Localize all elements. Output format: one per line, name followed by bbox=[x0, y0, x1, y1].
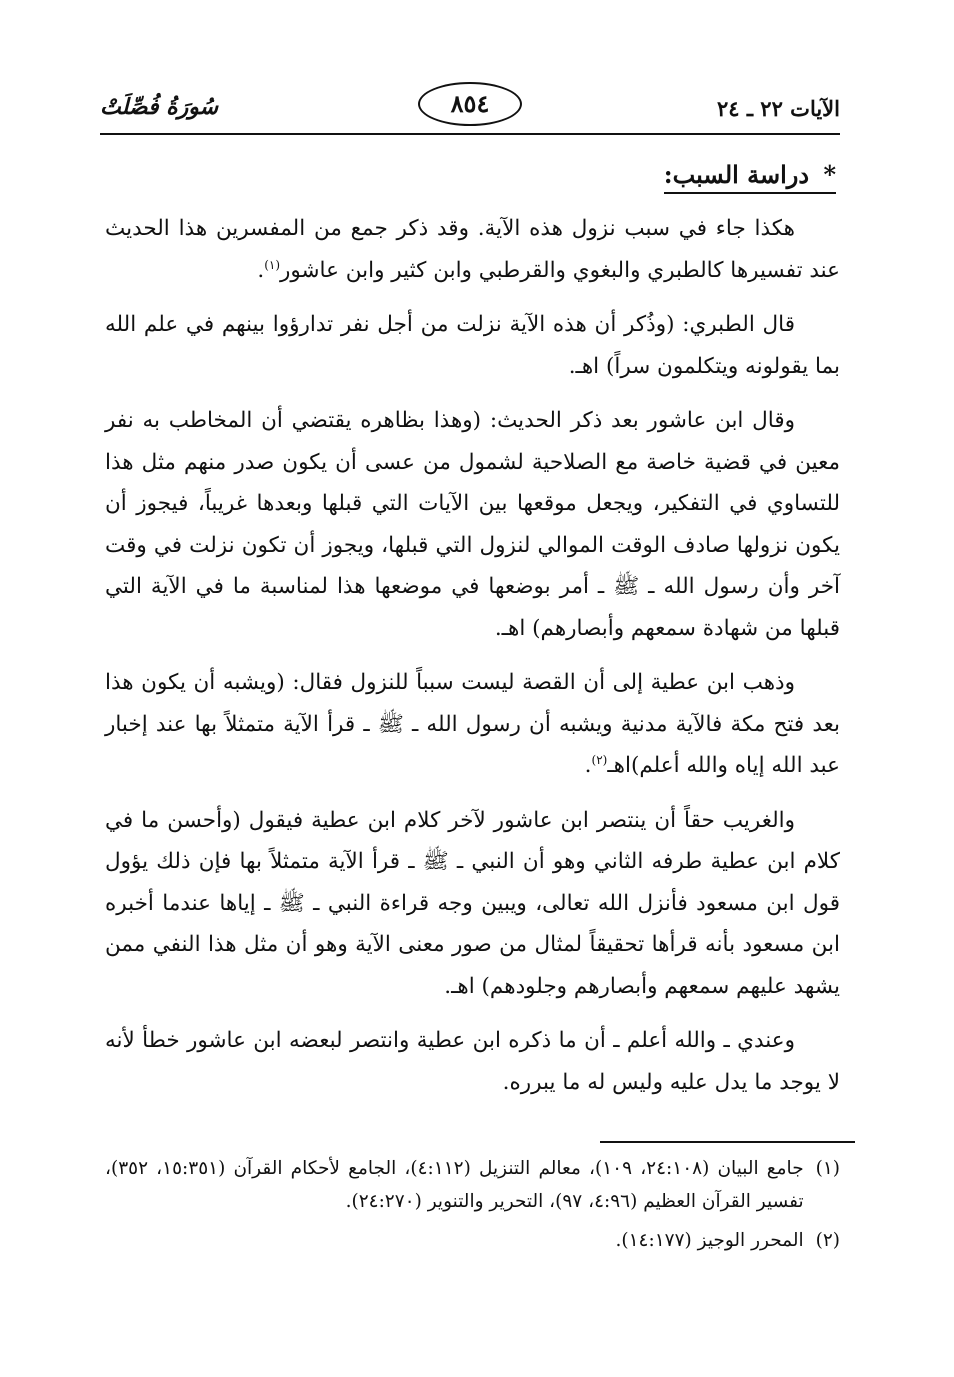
footnotes bbox=[105, 1152, 840, 1263]
star-icon: * bbox=[823, 160, 836, 189]
paragraph bbox=[105, 662, 840, 787]
paragraph-text: والغريب حقاً أن ينتصر ابن عاشور لآخر كلام ابن عطية فيقول (وأحسن ما في كلام ابن عطية طرفه الثاني وهو أن النبي ـ ﷺ ـ قرأ الآية متمثلاً بها فإن ذلك يؤول قول ابن مسعود فأنزل الله تعالى، ويبين وجه قراءة النبي ـ ﷺ ـ إياها عندما أخبره ابن مسعود بأنه قرأها تحقيقاً لمثال من صور معنى الآية وهو أن مثل هذا النفي ممن يشهد عليهم سمعهم وأبصارهم وجلودهم) اهـ. bbox=[105, 807, 840, 999]
footnote-number: (٢) bbox=[815, 1230, 840, 1251]
paragraph-text: قال الطبري: (وذُكر أن هذه الآية نزلت من أجل نفر تدارؤوا بينهم في علم الله بما يقولونه ويتكلمون سراً) اهـ. bbox=[105, 312, 840, 379]
header-divider bbox=[100, 133, 840, 135]
footnote-ref: (٢) bbox=[591, 752, 608, 767]
section-title: دراسة السبب: bbox=[663, 160, 810, 189]
paragraph bbox=[105, 208, 840, 291]
paragraph-text: هكذا جاء في سبب نزول هذه الآية. وقد ذكر جمع من المفسرين هذا الحديث عند تفسيرها كالطبري والبغوي والقرطبي وابن كثير وابن عاشور bbox=[105, 216, 840, 283]
footnote-ref: (١) bbox=[264, 257, 281, 272]
paragraph-tail: . bbox=[584, 753, 592, 778]
paragraph-tail: . bbox=[257, 257, 265, 283]
paragraph bbox=[105, 304, 840, 387]
paragraph bbox=[105, 800, 840, 1008]
page-header bbox=[100, 82, 840, 142]
paragraph-text: وذهب ابن عطية إلى أن القصة ليست سبباً للنزول فقال: (ويشبه أن يكون هذا بعد فتح مكة فالآية مدنية ويشبه أن رسول الله ـ ﷺ ـ قرأ الآية متمثلاً بها عند إخبار عبد الله إياه والله أعلم)اهـ bbox=[105, 670, 840, 778]
body-text bbox=[105, 208, 840, 1116]
footnote bbox=[105, 1224, 840, 1257]
paragraph bbox=[105, 400, 840, 649]
paragraph bbox=[105, 1020, 840, 1103]
verses-label: الآيات ٢٢ ـ ٢٤ bbox=[716, 96, 840, 121]
paragraph-text: وعندي ـ والله أعلم ـ أن ما ذكره ابن عطية وانتصر لبعضه ابن عاشور خطأ لأنه لا يوجد ما يدل عليه وليس له ما يبرره. bbox=[105, 1028, 840, 1095]
footnote-divider bbox=[600, 1141, 855, 1143]
footnote bbox=[105, 1152, 840, 1218]
paragraph-text: وقال ابن عاشور بعد ذكر الحديث: (وهذا بظاهره يقتضي أن المخاطب به نفر معين في قضية خاصة مع الصلاحية لشمول من عسى أن يكون صدر منهم مثل هذا للتساوي في التفكير، ويجعل موقعها بين الآيات التي قبلها وبعدها غريباً، فيجوز أن يكون نزولها صادف الوقت الموالي لنزول التي قبلها، ويجوز أن تكون نزلت في وقت آخر وأن رسول الله ـ ﷺ ـ أمر بوضعها في موضعها هذا لمناسبة ما في الآية التي قبلها من شهادة سمعهم وأبصارهم) اهـ. bbox=[105, 408, 840, 641]
footnote-number: (١) bbox=[815, 1158, 840, 1179]
footnote-text: جامع البيان (٢٤:١٠٨، ١٠٩)، معالم التنزيل (٤:١١٢)، الجامع لأحكام القرآن (١٥:٣٥١، ٣٥٢)، تفسير القرآن العظيم (٤:٩٦، ٩٧)، التحرير والتنوير (٢٤:٢٧٠). bbox=[105, 1158, 804, 1212]
surah-name: سُورَةُ فُصِّلَتْ bbox=[100, 94, 219, 120]
footnote-text: المحرر الوجيز (١٤:١٧٧). bbox=[615, 1230, 804, 1251]
page-number: ٨٥٤ bbox=[418, 82, 522, 126]
section-heading bbox=[664, 160, 836, 194]
